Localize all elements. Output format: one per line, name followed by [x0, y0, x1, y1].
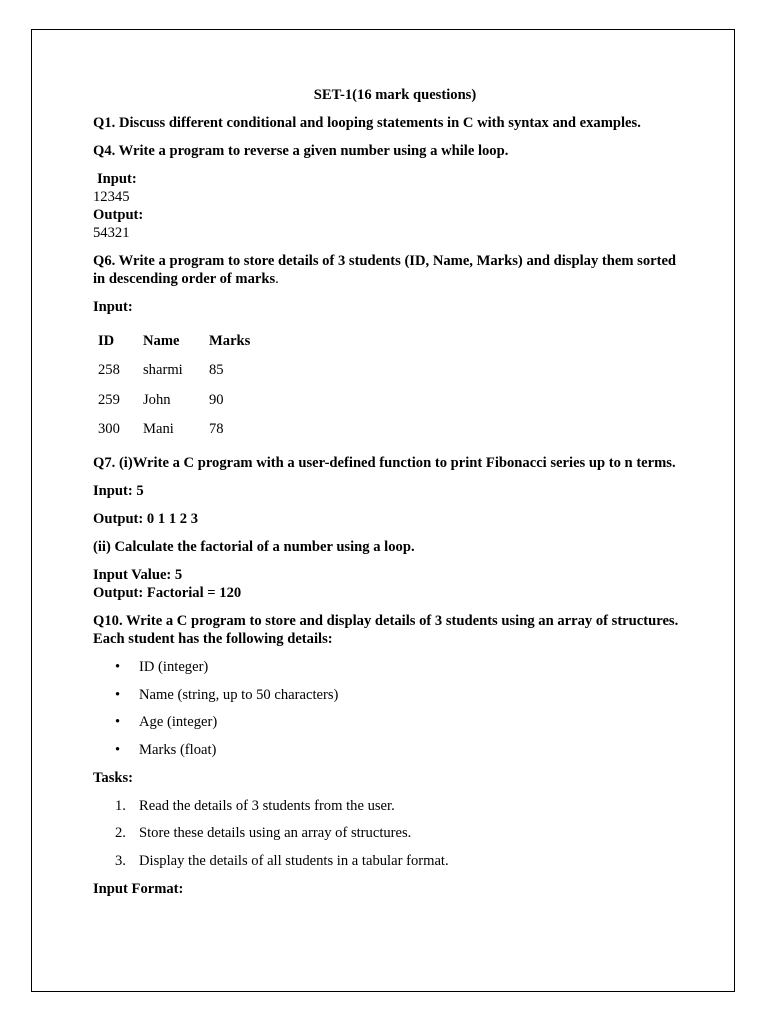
- list-item: [93, 686, 683, 704]
- list-item-text: Marks (float): [139, 741, 217, 758]
- q4-output-value: 54321: [93, 225, 130, 241]
- bullet-marker: •: [115, 659, 121, 675]
- table-header-marks: Marks: [209, 332, 251, 349]
- q7-part2-io: [93, 566, 683, 602]
- table-row: [93, 415, 269, 445]
- list-item: [93, 658, 683, 676]
- input-format-label: Input Format:: [93, 880, 184, 897]
- question-q1: Q1. Discuss different conditional and looping statements in C with syntax and examples.: [93, 115, 641, 131]
- q4-output-label: Output:: [93, 207, 144, 223]
- bullet-marker: •: [115, 741, 121, 758]
- list-item: [93, 741, 683, 759]
- table-row: [93, 356, 269, 386]
- question-q6: [93, 252, 683, 288]
- table-cell-name: John: [143, 391, 171, 408]
- question-q10: Q10. Write a C program to store and display details of 3 students using an array of structures. Each student has the following details:: [93, 613, 679, 647]
- table-cell-marks: 90: [209, 391, 224, 408]
- task-number: 1.: [115, 797, 126, 814]
- list-item: [93, 797, 683, 815]
- document-body: [93, 86, 683, 908]
- table-cell-id: 300: [98, 421, 120, 438]
- table-cell-name: sharmi: [143, 362, 183, 379]
- q7-output-value: Output: Factorial = 120: [93, 585, 242, 601]
- task-number: 3.: [115, 852, 126, 869]
- table-header-id: ID: [98, 332, 115, 349]
- list-item-text: ID (integer): [139, 659, 209, 675]
- table-cell-marks: 78: [209, 421, 224, 438]
- table-header-name: Name: [143, 332, 180, 349]
- task-number: 2.: [115, 825, 126, 842]
- q4-input-label: Input:: [97, 171, 137, 187]
- list-item-text: Name (string, up to 50 characters): [139, 686, 339, 703]
- tasks-label: Tasks:: [93, 769, 134, 786]
- tasks-list: [93, 797, 683, 870]
- table-cell-marks: 85: [209, 362, 224, 379]
- q4-io: [93, 170, 683, 242]
- table-header-row: [93, 326, 269, 356]
- q6-text: Q6. Write a program to store details of 3 students (ID, Name, Marks) and display them sorted in descending order of marks: [93, 253, 677, 287]
- list-item: [93, 824, 683, 842]
- q6-input-label: Input:: [93, 299, 133, 315]
- students-table: [93, 326, 269, 444]
- task-text: Store these details using an array of structures.: [139, 825, 412, 842]
- list-item: [93, 713, 683, 731]
- table-cell-id: 259: [98, 391, 120, 408]
- bullet-marker: •: [115, 714, 121, 731]
- bullet-marker: •: [115, 686, 121, 703]
- task-text: Read the details of 3 students from the user.: [139, 797, 395, 814]
- question-q7: Q7. (i)Write a C program with a user-defined function to print Fibonacci series up to n terms.: [93, 455, 676, 471]
- q7-input: Input: 5: [93, 483, 144, 499]
- q6-text-tail: .: [275, 271, 279, 287]
- q7-output: Output: 0 1 1 2 3: [93, 511, 199, 527]
- task-text: Display the details of all students in a tabular format.: [139, 852, 449, 869]
- table-cell-id: 258: [98, 362, 120, 379]
- document-title: SET-1(16 mark questions): [313, 87, 477, 103]
- table-row: [93, 385, 269, 415]
- list-item-text: Age (integer): [139, 714, 218, 731]
- q7-input-value: Input Value: 5: [93, 567, 183, 583]
- q4-input-value: 12345: [93, 189, 130, 205]
- q7-part2: (ii) Calculate the factorial of a number using a loop.: [93, 539, 415, 555]
- table-cell-name: Mani: [143, 421, 174, 438]
- list-item: [93, 852, 683, 870]
- student-details-list: [93, 658, 683, 759]
- question-q4: Q4. Write a program to reverse a given number using a while loop.: [93, 143, 509, 159]
